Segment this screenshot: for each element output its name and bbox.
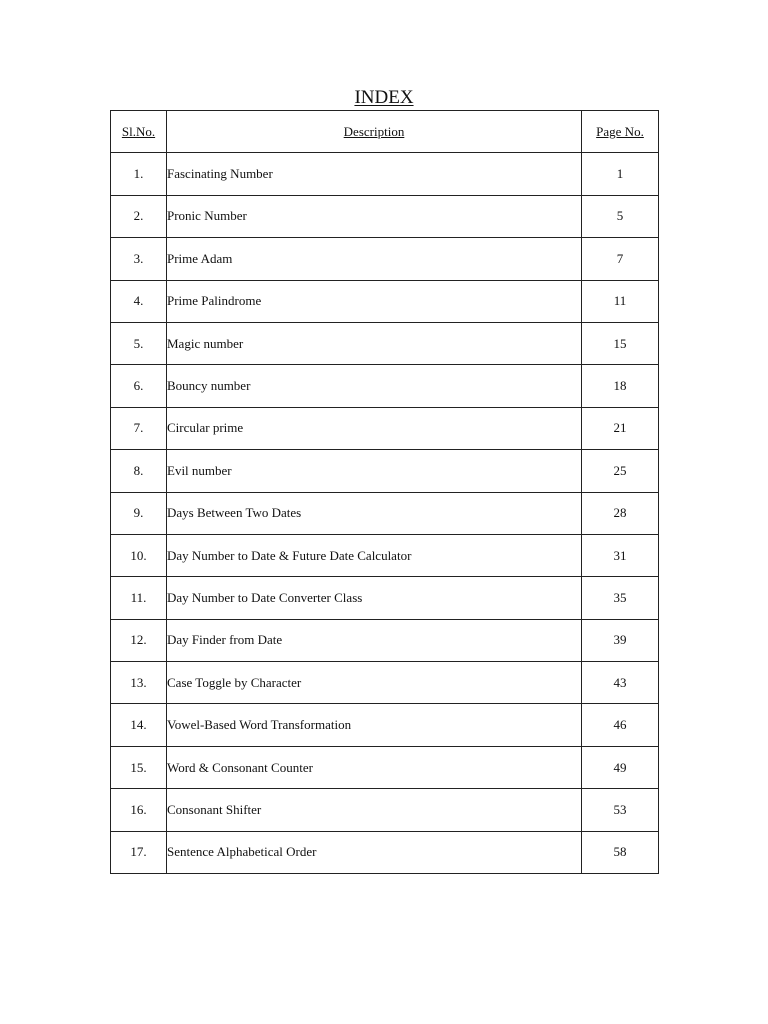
header-description: Description	[167, 111, 582, 153]
row-page-no: 39	[582, 619, 659, 661]
page-title: INDEX	[354, 87, 414, 108]
row-sl-no: 1.	[111, 153, 167, 195]
table-row	[111, 153, 659, 195]
table-row	[111, 704, 659, 746]
row-page-no: 25	[582, 450, 659, 492]
row-description: Vowel-Based Word Transformation	[167, 704, 582, 746]
table-row	[111, 789, 659, 831]
table-row	[111, 831, 659, 873]
row-sl-no: 5.	[111, 322, 167, 364]
row-description: Prime Adam	[167, 238, 582, 280]
row-description: Day Number to Date & Future Date Calculator	[167, 534, 582, 576]
row-sl-no: 14.	[111, 704, 167, 746]
table-row	[111, 407, 659, 449]
table-row	[111, 238, 659, 280]
row-page-no: 49	[582, 746, 659, 788]
row-sl-no: 16.	[111, 789, 167, 831]
row-description: Sentence Alphabetical Order	[167, 831, 582, 873]
row-description: Prime Palindrome	[167, 280, 582, 322]
table-row	[111, 280, 659, 322]
row-sl-no: 6.	[111, 365, 167, 407]
row-page-no: 15	[582, 322, 659, 364]
row-page-no: 5	[582, 195, 659, 237]
row-description: Word & Consonant Counter	[167, 746, 582, 788]
row-sl-no: 4.	[111, 280, 167, 322]
row-description: Days Between Two Dates	[167, 492, 582, 534]
row-page-no: 43	[582, 662, 659, 704]
row-sl-no: 9.	[111, 492, 167, 534]
table-row	[111, 746, 659, 788]
row-sl-no: 2.	[111, 195, 167, 237]
row-page-no: 7	[582, 238, 659, 280]
row-sl-no: 12.	[111, 619, 167, 661]
row-page-no: 35	[582, 577, 659, 619]
row-description: Case Toggle by Character	[167, 662, 582, 704]
table-row	[111, 365, 659, 407]
row-page-no: 21	[582, 407, 659, 449]
row-description: Day Finder from Date	[167, 619, 582, 661]
row-description: Magic number	[167, 322, 582, 364]
row-page-no: 18	[582, 365, 659, 407]
table-row	[111, 619, 659, 661]
table-row	[111, 534, 659, 576]
row-description: Evil number	[167, 450, 582, 492]
row-sl-no: 10.	[111, 534, 167, 576]
table-row	[111, 322, 659, 364]
row-sl-no: 17.	[111, 831, 167, 873]
row-sl-no: 3.	[111, 238, 167, 280]
row-description: Bouncy number	[167, 365, 582, 407]
row-sl-no: 11.	[111, 577, 167, 619]
header-page-no: Page No.	[582, 111, 659, 153]
table-row	[111, 195, 659, 237]
row-sl-no: 13.	[111, 662, 167, 704]
row-page-no: 1	[582, 153, 659, 195]
table-header-row	[111, 111, 659, 153]
row-page-no: 31	[582, 534, 659, 576]
row-page-no: 58	[582, 831, 659, 873]
row-sl-no: 7.	[111, 407, 167, 449]
row-page-no: 53	[582, 789, 659, 831]
table-row	[111, 492, 659, 534]
row-page-no: 28	[582, 492, 659, 534]
row-page-no: 11	[582, 280, 659, 322]
index-table	[110, 110, 659, 874]
row-description: Circular prime	[167, 407, 582, 449]
row-description: Fascinating Number	[167, 153, 582, 195]
table-row	[111, 662, 659, 704]
row-description: Pronic Number	[167, 195, 582, 237]
row-description: Day Number to Date Converter Class	[167, 577, 582, 619]
row-sl-no: 8.	[111, 450, 167, 492]
table-row	[111, 450, 659, 492]
row-sl-no: 15.	[111, 746, 167, 788]
table-row	[111, 577, 659, 619]
row-page-no: 46	[582, 704, 659, 746]
row-description: Consonant Shifter	[167, 789, 582, 831]
header-sl-no: Sl.No.	[111, 111, 167, 153]
